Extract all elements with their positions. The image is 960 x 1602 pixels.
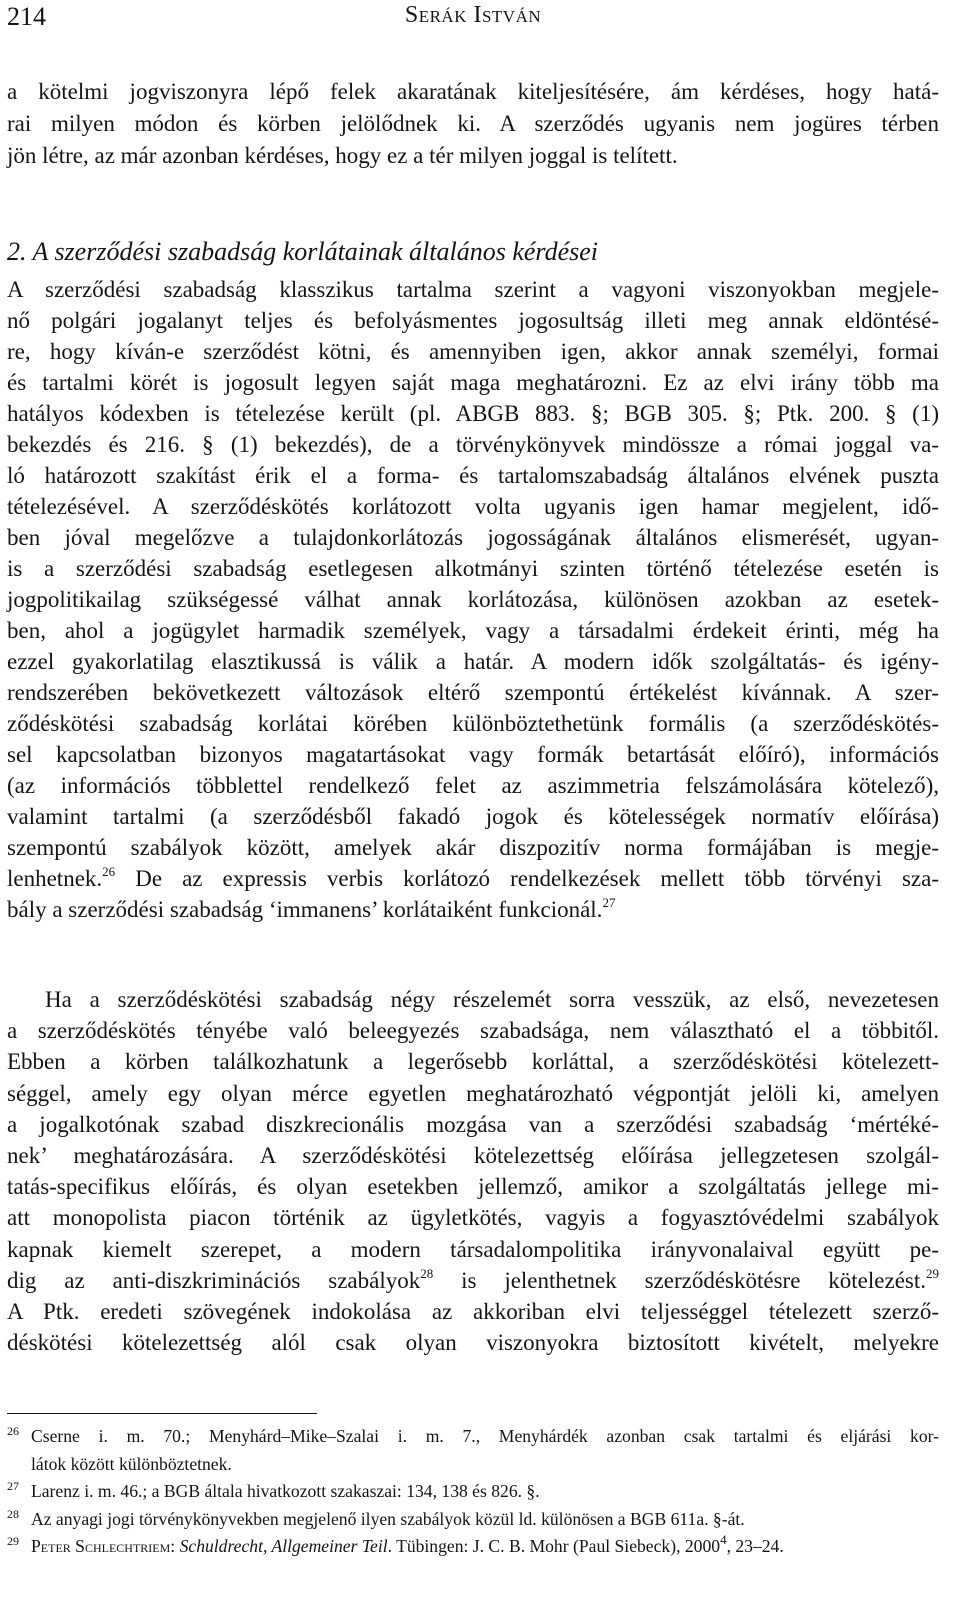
section-heading: 2. A szerződési szabadság korlátainak általános kérdései xyxy=(7,237,599,266)
text-line: szempontú szabályok között, amelyek akár diszpozitív norma formájában is megje- xyxy=(7,835,939,860)
footnote-text: . Tübingen: J. C. B. Mohr (Paul Siebeck), 2000 xyxy=(387,1536,721,1556)
text-line: ló határozott szakítást érik el a forma- és tartalomszabadság általános elvének puszta xyxy=(7,463,939,488)
text-line xyxy=(7,1265,939,1296)
text-run: lenhetnek. xyxy=(7,866,103,891)
text-line: tatás-specifikus előírás, és olyan esetekben jellemző, amikor a szolgáltatás jellege mi- xyxy=(7,1174,939,1200)
text-line: ezzel gyakorlatilag elasztikussá is válik a határ. A modern idők szolgáltatás- és igény- xyxy=(7,649,939,674)
footnote-ref-26[interactable]: 26 xyxy=(102,864,116,880)
text-line: sel kapcsolatban bizonyos magatartásokat vagy formák betartását előíró), információs xyxy=(7,742,939,767)
text-line: bekezdés és 216. § (1) bekezdés), de a törvénykönyvek mindössze a római joggal va- xyxy=(7,432,939,457)
text-line: jogpolitikailag szükségessé válhat annak korlátozása, különösen azokban az esetek- xyxy=(7,587,939,612)
text-line: Ebben a körben találkozhatunk a legerősebb korláttal, a szerződéskötési kötelezett- xyxy=(7,1049,939,1075)
text-line: valamint tartalmi (a szerződésből fakadó jogok és kötelességek normatív előírása) xyxy=(7,804,939,829)
text-line: séggel, amely egy olyan mérce egyetlen meghatározható végpontját jelöli ki, amelyen xyxy=(7,1080,939,1106)
text-line: A Ptk. eredeti szövegének indokolása az akkoriban elvi teljességgel tételezett szerző- xyxy=(7,1298,939,1324)
footnote-28 xyxy=(7,1506,939,1534)
text-line: rai milyen módon és körben jelölődnek ki. A szerződés ugyanis nem jogüres térben xyxy=(7,111,939,136)
footnote-number: 29 xyxy=(7,1534,19,1548)
text-line: a szerződéskötés tényébe való beleegyezés szabadsága, nem választható el a többitől. xyxy=(7,1018,939,1044)
footnote-27 xyxy=(7,1478,939,1506)
text-line: hatályos kódexben is tételezése került (pl. ABGB 883. §; BGB 305. §; Ptk. 200. § (1) xyxy=(7,401,939,426)
text-line: Ha a szerződéskötési szabadság négy részelemét sorra vesszük, az első, nevezetesen xyxy=(45,987,939,1012)
text-line: nek’ meghatározására. A szerződéskötési kötelezettség előírása jellegzetesen szolgál- xyxy=(7,1142,939,1168)
text-line: tételezésével. A szerződéskötés korlátozott volta ugyanis igen hamar megjelent, idő- xyxy=(7,494,939,519)
footnote-text: Az anyagi jogi törvénykönyvekben megjelenő ilyen szabályok közül ld. különösen a BGB 611a. §-át. xyxy=(31,1508,745,1529)
text-line: rendszerében bekövetkezett változások eltérő szempontú értékelést kívánnak. A szer- xyxy=(7,680,939,705)
footnote-book-title: Schuldrecht, Allgemeiner Teil xyxy=(179,1536,388,1556)
footnote-text: , 23–24. xyxy=(726,1536,784,1556)
running-head: Serák István xyxy=(404,2,542,28)
text-line: ben, ahol a jogügylet harmadik személyek, vagy a társadalmi érdekeit érinti, még ha xyxy=(7,618,939,643)
text-run: bály a szerződési szabadság ‘immanens’ korlátaiként funkcionál. xyxy=(7,897,603,922)
footnote-number: 28 xyxy=(7,1506,19,1521)
text-line xyxy=(7,863,939,894)
text-line: (az információs többlettel rendelkező felet az aszimmetria felszámolására kötelező), xyxy=(7,773,939,798)
text-line xyxy=(7,894,939,925)
text-line: a jogalkotónak szabad diszkrecionális mozgása van a szerződési szabadság ‘mértéké- xyxy=(7,1111,939,1137)
footnote-ref-29[interactable]: 29 xyxy=(926,1266,939,1282)
text-line: a kötelmi jogviszonyra lépő felek akaratának kiteljesítésére, ám kérdéses, hogy hatá- xyxy=(7,79,939,104)
footnotes xyxy=(7,1423,939,1561)
footnote-separator xyxy=(7,1413,317,1414)
footnote-26 xyxy=(7,1423,939,1451)
footnote-26-continued: látok között különböztetnek. xyxy=(31,1453,232,1474)
footnote-ref-27[interactable]: 27 xyxy=(602,895,616,911)
body-paragraph-1 xyxy=(7,274,939,925)
footnote-ref-28[interactable]: 28 xyxy=(420,1266,434,1282)
footnote-text: Larenz i. m. 46.; a BGB általa hivatkozott szakaszai: 134, 138 és 826. §. xyxy=(31,1481,540,1501)
footnote-number: 27 xyxy=(7,1479,19,1493)
text-line: nő polgári jogalanyt teljes és befolyásmentes jogosultság illeti meg annak eldöntésé- xyxy=(7,308,939,333)
text-line: re, hogy kíván-e szerződést kötni, és amennyiben igen, akkor annak személyi, formai xyxy=(7,339,939,364)
edition-superscript: 4 xyxy=(720,1532,727,1548)
text-run: De az expressis verbis korlátozó rendelkezések mellett több törvényi sza- xyxy=(115,866,939,891)
text-line: is a szerződési szabadság esetlegesen alkotmányi szinten történő tételezése esetén is xyxy=(7,556,939,581)
body-paragraph-2 xyxy=(7,984,939,1358)
footnote-number: 26 xyxy=(7,1424,19,1438)
text-run: dig az anti-diszkriminációs szabályok xyxy=(7,1267,421,1293)
intro-paragraph xyxy=(7,76,939,172)
footnote-text: Cserne i. m. 70.; Menyhárd–Mike–Szalai i. m. 7., Menyhárdék azonban csak tartalmi és eljárási kor- xyxy=(31,1426,939,1446)
footnote-author: Peter Schlechtriem: xyxy=(31,1536,180,1556)
text-line: és tartalmi körét is jogosult legyen saját maga meghatározni. Ez az elvi irány több ma xyxy=(7,370,939,395)
text-run: is jelenthetnek szerződéskötésre kötelezést. xyxy=(433,1267,926,1293)
text-line: A szerződési szabadság klasszikus tartalma szerint a vagyoni viszonyokban megjele- xyxy=(7,277,939,302)
text-line: ződéskötési szabadság korlátai körében különböztethetünk formális (a szerződéskötés- xyxy=(7,711,939,736)
text-line: ben jóval megelőzve a tulajdonkorlátozás jogosságának általános elismerését, ugyan- xyxy=(7,525,939,550)
text-line: déskötési kötelezettség alól csak olyan viszonyokra biztosított kivételt, melyekre xyxy=(7,1330,939,1356)
text-line: kapnak kiemelt szerepet, a modern társadalompolitika irányvonalaival együtt pe- xyxy=(7,1236,939,1262)
footnote-29 xyxy=(7,1533,939,1561)
text-line: att monopolista piacon történik az ügyletkötés, vagyis a fogyasztóvédelmi szabályok xyxy=(7,1205,939,1231)
text-line: jön létre, az már azonban kérdéses, hogy ez a tér milyen joggal is telített. xyxy=(7,143,678,168)
page-number: 214 xyxy=(7,2,46,31)
